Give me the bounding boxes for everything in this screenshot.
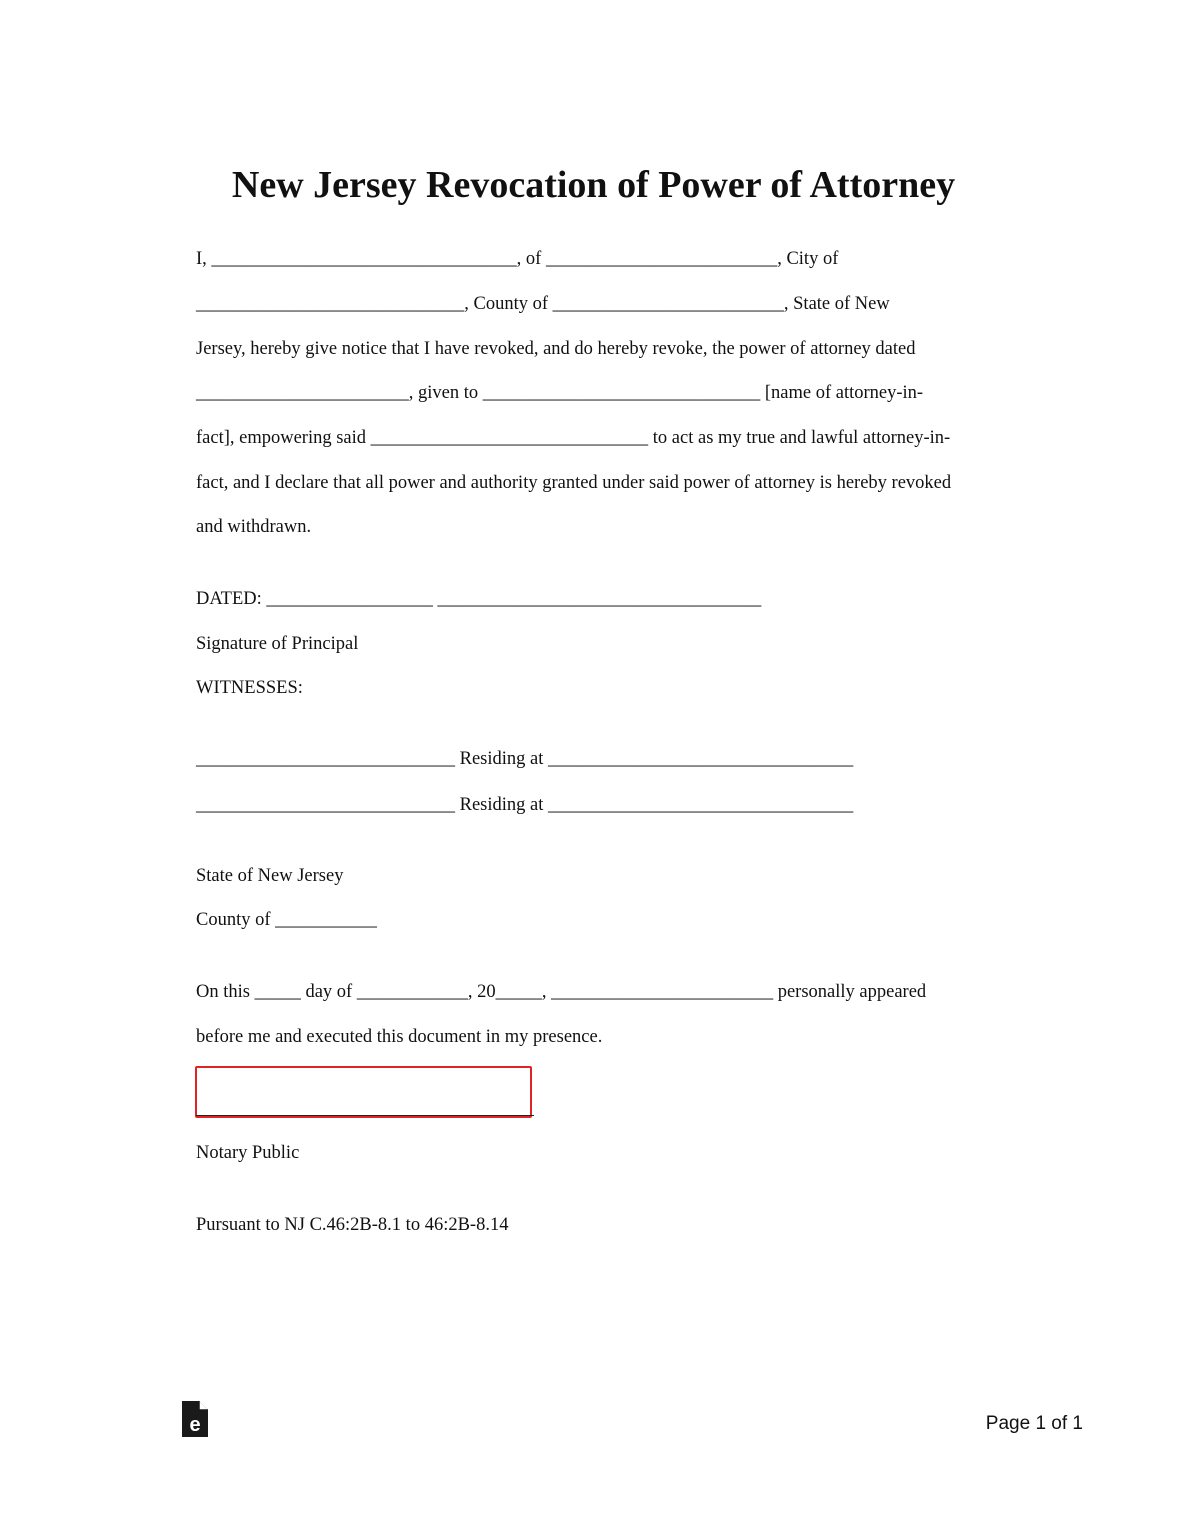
witness-line-1: ____________________________ Residing at _________________________________ (196, 749, 854, 769)
state-line: State of New Jersey (196, 866, 344, 886)
principal-signature-label: Signature of Principal (196, 634, 359, 654)
paragraph-line-3: Jersey, hereby give notice that I have revoked, and do hereby revoke, the power of attorney dated (196, 339, 916, 359)
paragraph-line-4: _______________________, given to ______________________________ [name of attorney-in- (196, 383, 924, 403)
eforms-e-logo-icon (181, 1400, 209, 1438)
notary-acknowledgment-line-1: On this _____ day of ____________, 20_____, ________________________ personally appeared (196, 982, 927, 1002)
notary-signature-field[interactable] (195, 1066, 532, 1118)
document-title: New Jersey Revocation of Power of Attorney (231, 164, 956, 206)
notary-acknowledgment-line-2: before me and executed this document in my presence. (196, 1027, 603, 1047)
paragraph-line-2: _____________________________, County of _________________________, State of New (196, 294, 890, 314)
paragraph-line-7: and withdrawn. (196, 517, 312, 537)
notary-public-label: Notary Public (196, 1143, 300, 1163)
county-line: County of ___________ (196, 910, 377, 930)
page-number: Page 1 of 1 (985, 1413, 1083, 1434)
paragraph-line-6: fact, and I declare that all power and authority granted under said power of attorney is hereby revoked (196, 473, 952, 493)
statute-reference: Pursuant to NJ C.46:2B-8.1 to 46:2B-8.14 (196, 1215, 509, 1235)
paragraph-line-1: I, _________________________________, of _________________________, City of (196, 249, 839, 269)
notary-signature-line (196, 1115, 534, 1116)
dated-signature-line: DATED: __________________ ___________________________________ (196, 589, 762, 609)
svg-text:e: e (189, 1414, 201, 1436)
witness-line-2: ____________________________ Residing at _________________________________ (196, 795, 854, 815)
witnesses-heading: WITNESSES: (196, 678, 303, 698)
paragraph-line-5: fact], empowering said ______________________________ to act as my true and lawful attorney-in- (196, 428, 951, 448)
